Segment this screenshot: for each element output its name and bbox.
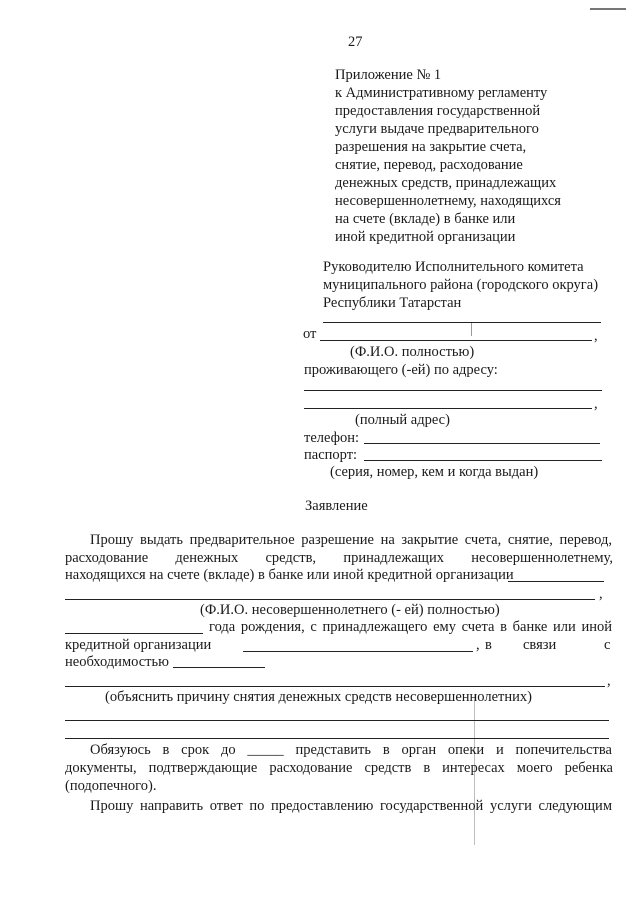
appendix-line: услуги выдаче предварительного: [335, 121, 539, 137]
obligation-word: средств: [364, 760, 412, 776]
appendix-title: Приложение № 1: [335, 67, 442, 83]
birth-year-field[interactable]: [65, 633, 203, 634]
request-word: несовершеннолетнему,: [471, 550, 613, 566]
birth-line: года рождения, с принадлежащего ему счета в банке или иной: [209, 619, 612, 635]
addressee-line: Руководителю Исполнительного комитета: [323, 259, 584, 275]
bank-name-field[interactable]: [508, 581, 604, 582]
appendix-line: денежных средств, принадлежащих: [335, 175, 557, 191]
address-field-2[interactable]: [304, 408, 592, 409]
minor-fio-field[interactable]: [65, 599, 595, 600]
passport-field[interactable]: [364, 460, 602, 461]
reason-comma: ,: [607, 673, 611, 689]
appendix-line: к Административному регламенту: [335, 85, 548, 101]
reason-extra-field-2[interactable]: [65, 738, 609, 739]
addressee-blank-line[interactable]: [323, 322, 601, 323]
bank-comma: ,: [476, 637, 480, 653]
scan-artifact-line: [471, 322, 472, 336]
appendix-line: несовершеннолетнему, находящихся: [335, 193, 561, 209]
obligation-word: Обязуюсь: [90, 742, 151, 758]
obligation-word: представить: [295, 742, 372, 758]
address-field-1[interactable]: [304, 390, 602, 391]
obligation-word: попечительства: [515, 742, 612, 758]
obligation-word: опеки: [447, 742, 485, 758]
addressee-line: муниципального района (городского округа): [323, 277, 599, 293]
obligation-word: моего: [516, 760, 553, 776]
connection-word: связи: [523, 637, 557, 653]
request-line-3: находящихся на счете (вкладе) в банке или иной кредитной организации: [65, 567, 514, 583]
appendix-line: разрешения на закрытие счета,: [335, 139, 527, 155]
request-word: денежных: [175, 550, 239, 566]
residing-label: проживающего (-ей) по адресу:: [304, 362, 498, 378]
phone-label: телефон:: [304, 430, 360, 446]
obligation-word: до: [220, 742, 236, 758]
obligation-word: расходование: [269, 760, 353, 776]
reason-extra-field-1[interactable]: [65, 720, 609, 721]
reason-hint: (объяснить причину снятия денежных средств несовершеннолетних): [105, 689, 532, 705]
appendix-line: иной кредитной организации: [335, 229, 516, 245]
obligation-word: в: [382, 742, 390, 758]
from-comma: ,: [594, 328, 598, 344]
bank-account-field[interactable]: [243, 651, 473, 652]
statement-title: Заявление: [305, 498, 368, 514]
minor-fio-comma: ,: [599, 586, 603, 602]
request-line-2: [65, 549, 613, 567]
obligation-word: в: [162, 742, 170, 758]
obligation-date-blank[interactable]: _____: [247, 742, 284, 758]
request-word: расходование: [65, 550, 149, 566]
appendix-line: на счете (вкладе) в банке или: [335, 211, 516, 227]
response-line: Прошу направить ответ по предоставлению государственной услуги следующим: [90, 798, 612, 814]
reason-field[interactable]: [65, 686, 605, 687]
request-word: принадлежащих: [343, 550, 444, 566]
obligation-word: ребенка: [564, 760, 613, 776]
appendix-line: снятие, перевод, расходование: [335, 157, 523, 173]
passport-label: паспорт:: [304, 447, 358, 463]
necessity-field[interactable]: [173, 667, 265, 668]
address-comma: ,: [594, 396, 598, 412]
obligation-word: орган: [401, 742, 437, 758]
bank-label: кредитной организации: [65, 637, 212, 653]
obligation-word: подтверждающие: [148, 760, 258, 776]
phone-field[interactable]: [364, 443, 600, 444]
necessity-label: необходимостью: [65, 654, 169, 670]
minor-fio-hint: (Ф.И.О. несовершеннолетнего (- ей) полностью): [200, 602, 500, 618]
obligation-word: документы,: [65, 760, 137, 776]
in-word: в: [485, 637, 492, 653]
appendix-line: предоставления государственной: [335, 103, 541, 119]
from-label: от: [303, 326, 317, 342]
page-number: 27: [348, 34, 363, 50]
obligation-word: и: [495, 742, 504, 758]
addressee-line: Республики Татарстан: [323, 295, 462, 311]
obligation-word: интересах: [442, 760, 505, 776]
with-word: с: [604, 637, 611, 653]
obligation-word: в: [423, 760, 431, 776]
scan-artifact-top: [590, 8, 626, 10]
fio-hint: (Ф.И.О. полностью): [350, 344, 475, 360]
obligation-line-2: [65, 759, 613, 777]
obligation-word: срок: [181, 742, 210, 758]
from-fio-field[interactable]: [320, 340, 592, 341]
passport-hint: (серия, номер, кем и когда выдан): [330, 464, 539, 480]
obligation-line-3: (подопечного).: [65, 778, 157, 794]
request-line-1: Прошу выдать предварительное разрешение на закрытие счета, снятие, перевод,: [90, 532, 612, 548]
address-hint: (полный адрес): [355, 412, 450, 428]
request-word: средств,: [265, 550, 317, 566]
obligation-line-1: [90, 741, 612, 759]
